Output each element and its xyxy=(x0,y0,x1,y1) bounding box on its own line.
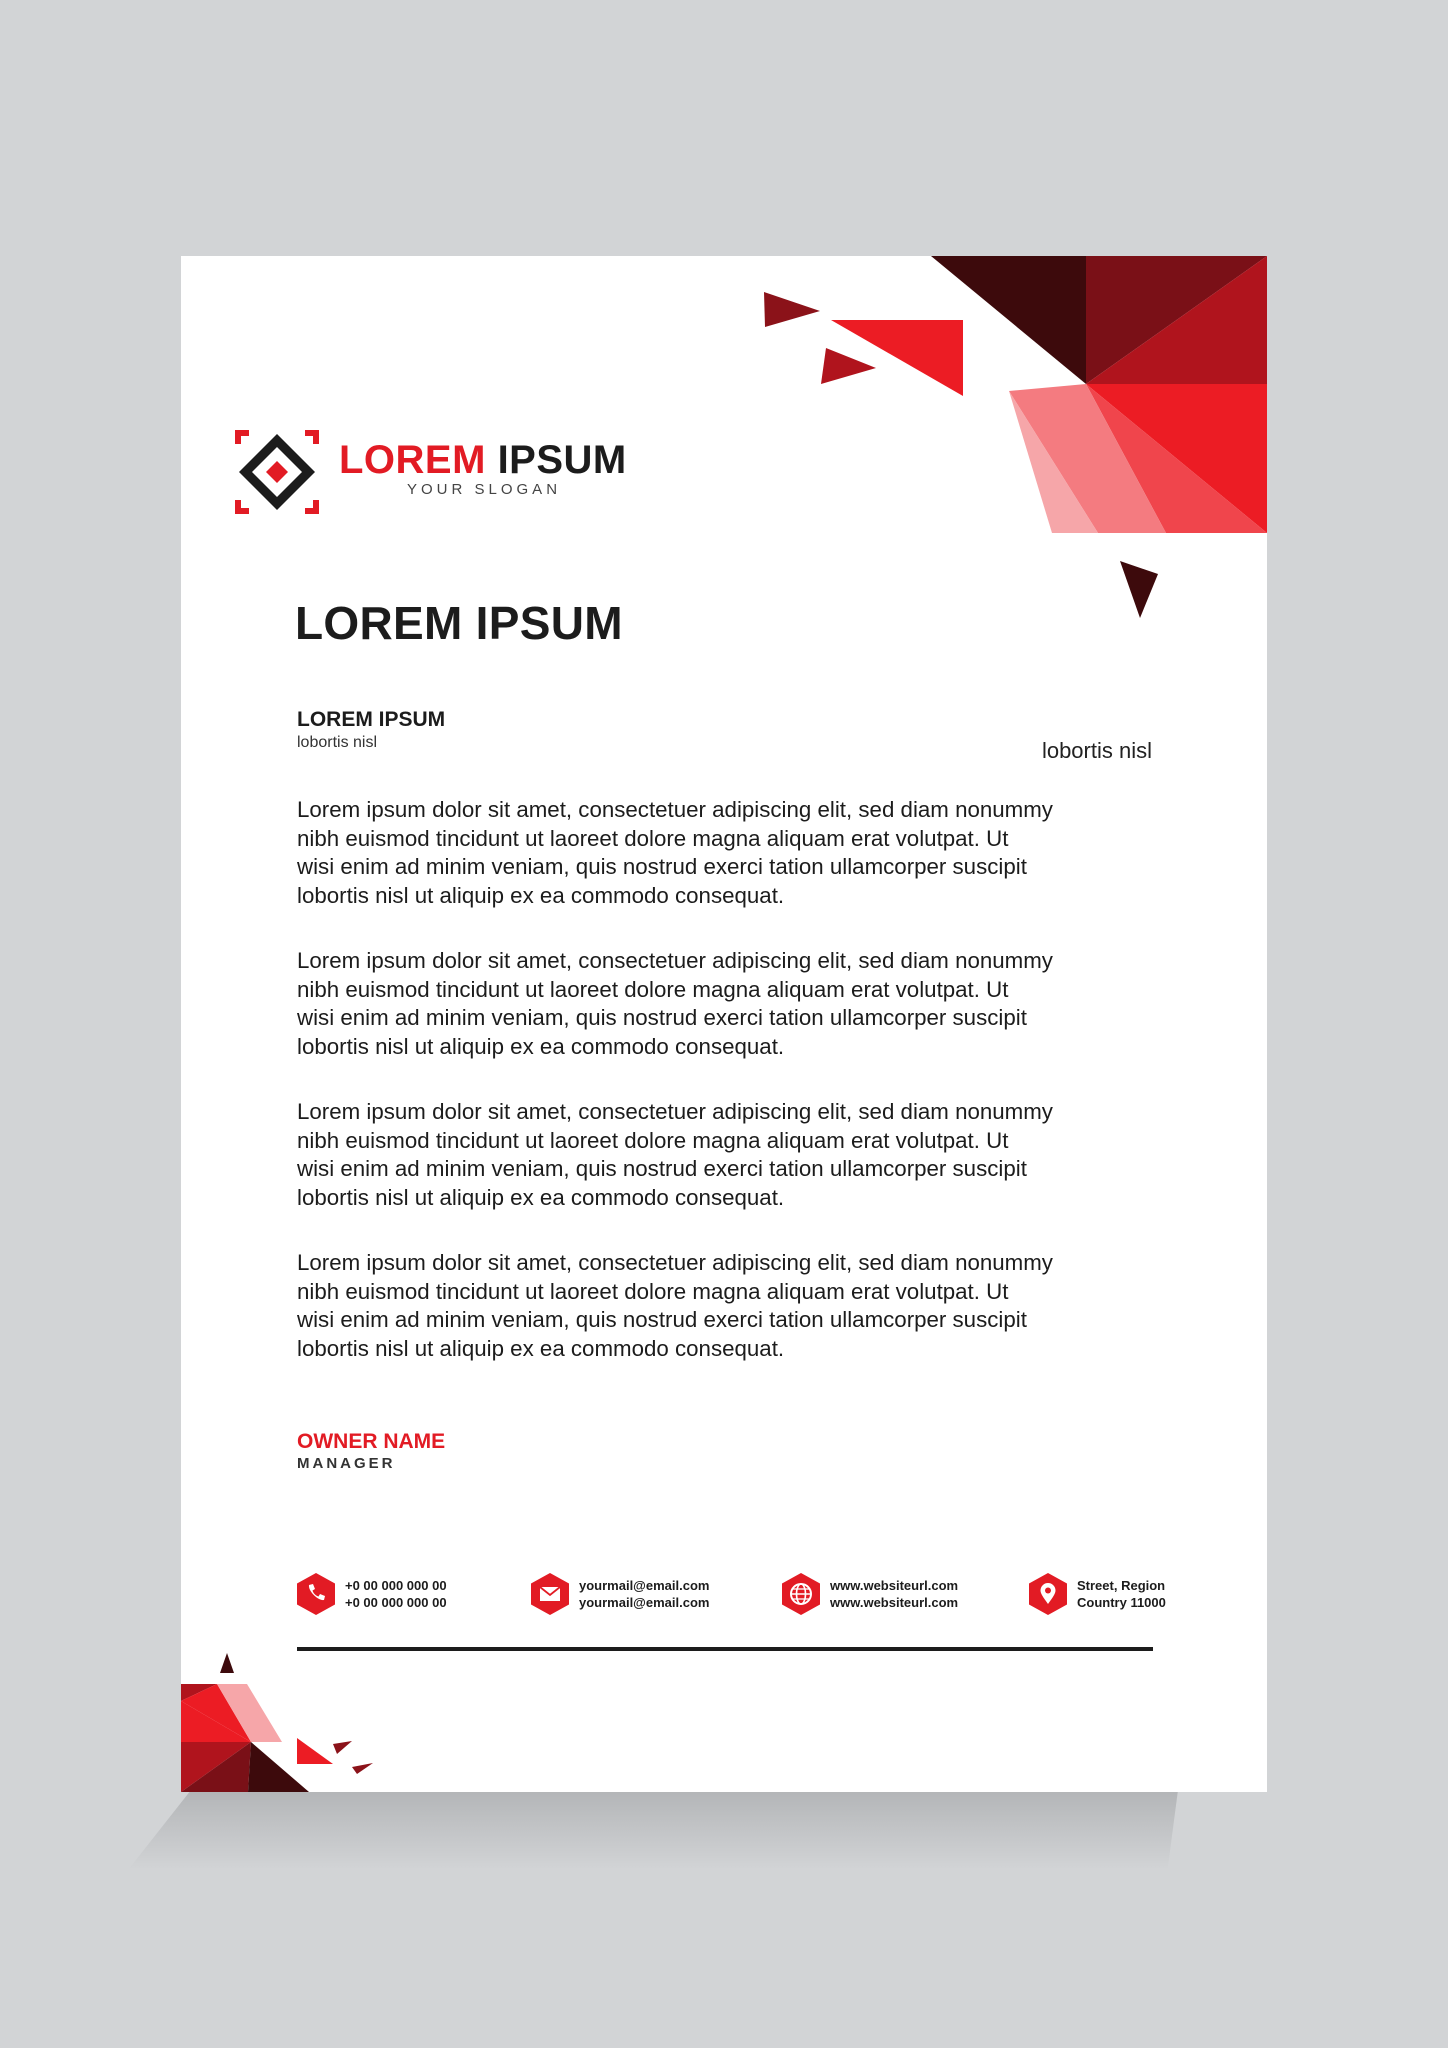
phone-line-1: +0 00 000 000 00 xyxy=(345,1578,447,1593)
phone-line-2: +0 00 000 000 00 xyxy=(345,1595,447,1610)
body-paragraph: Lorem ipsum dolor sit amet, consectetuer adipiscing elit, sed diam nonummy nibh euismod tincidunt ut laoreet dolore magna aliquam erat volutpat. Ut wisi enim ad minim veniam, quis nostrud exerci tation ullamcorper suscipit lobortis nisl ut aliquip ex ea commodo consequat. xyxy=(297,948,1053,1059)
brand-slogan: YOUR SLOGAN xyxy=(407,481,562,498)
email-line-1: yourmail@email.com xyxy=(579,1578,710,1593)
envelope-icon xyxy=(531,1573,569,1615)
phone-icon xyxy=(297,1573,335,1615)
globe-icon xyxy=(782,1573,820,1615)
recipient-subtitle: lobortis nisl xyxy=(297,734,378,751)
letterhead-page xyxy=(181,256,1267,1792)
web-line-1: www.websiteurl.com xyxy=(830,1578,959,1593)
body-paragraph: Lorem ipsum dolor sit amet, consectetuer adipiscing elit, sed diam nonummy nibh euismod tincidunt ut laoreet dolore magna aliquam erat volutpat. Ut wisi enim ad minim veniam, quis nostrud exerci tation ullamcorper suscipit lobortis nisl ut aliquip ex ea commodo consequat. xyxy=(297,1250,1053,1361)
signature-block xyxy=(297,1430,445,1472)
address-line-2: Country 11000 xyxy=(1077,1595,1166,1610)
web-line-2: www.websiteurl.com xyxy=(830,1595,959,1610)
owner-name: OWNER NAME xyxy=(297,1430,446,1453)
page-shadow xyxy=(128,1790,1178,1870)
date-text: lobortis nisl xyxy=(1041,738,1152,763)
brand-block xyxy=(339,438,627,498)
address-line-1: Street, Region xyxy=(1077,1578,1166,1593)
body-paragraph: Lorem ipsum dolor sit amet, consectetuer adipiscing elit, sed diam nonummy nibh euismod tincidunt ut laoreet dolore magna aliquam erat volutpat. Ut wisi enim ad minim veniam, quis nostrud exerci tation ullamcorper suscipit lobortis nisl ut aliquip ex ea commodo consequat. xyxy=(297,1099,1053,1210)
recipient-name: LOREM IPSUM xyxy=(297,708,446,731)
brand-name-part1: LOREM xyxy=(339,438,486,482)
footer-divider xyxy=(297,1647,1153,1651)
logo-mark-icon xyxy=(235,430,319,514)
brand-name xyxy=(339,438,627,482)
location-pin-icon xyxy=(1029,1573,1067,1615)
letter-body xyxy=(297,796,1157,1400)
owner-role: MANAGER xyxy=(297,1455,396,1472)
email-line-2: yourmail@email.com xyxy=(579,1595,710,1610)
contact-bar xyxy=(297,1569,1166,1617)
body-paragraph: Lorem ipsum dolor sit amet, consectetuer adipiscing elit, sed diam nonummy nibh euismod tincidunt ut laoreet dolore magna aliquam erat volutpat. Ut wisi enim ad minim veniam, quis nostrud exerci tation ullamcorper suscipit lobortis nisl ut aliquip ex ea commodo consequat. xyxy=(297,797,1053,908)
document-title: LOREM IPSUM xyxy=(295,597,623,649)
brand-name-part2: IPSUM xyxy=(497,438,627,482)
recipient-block xyxy=(297,708,445,752)
